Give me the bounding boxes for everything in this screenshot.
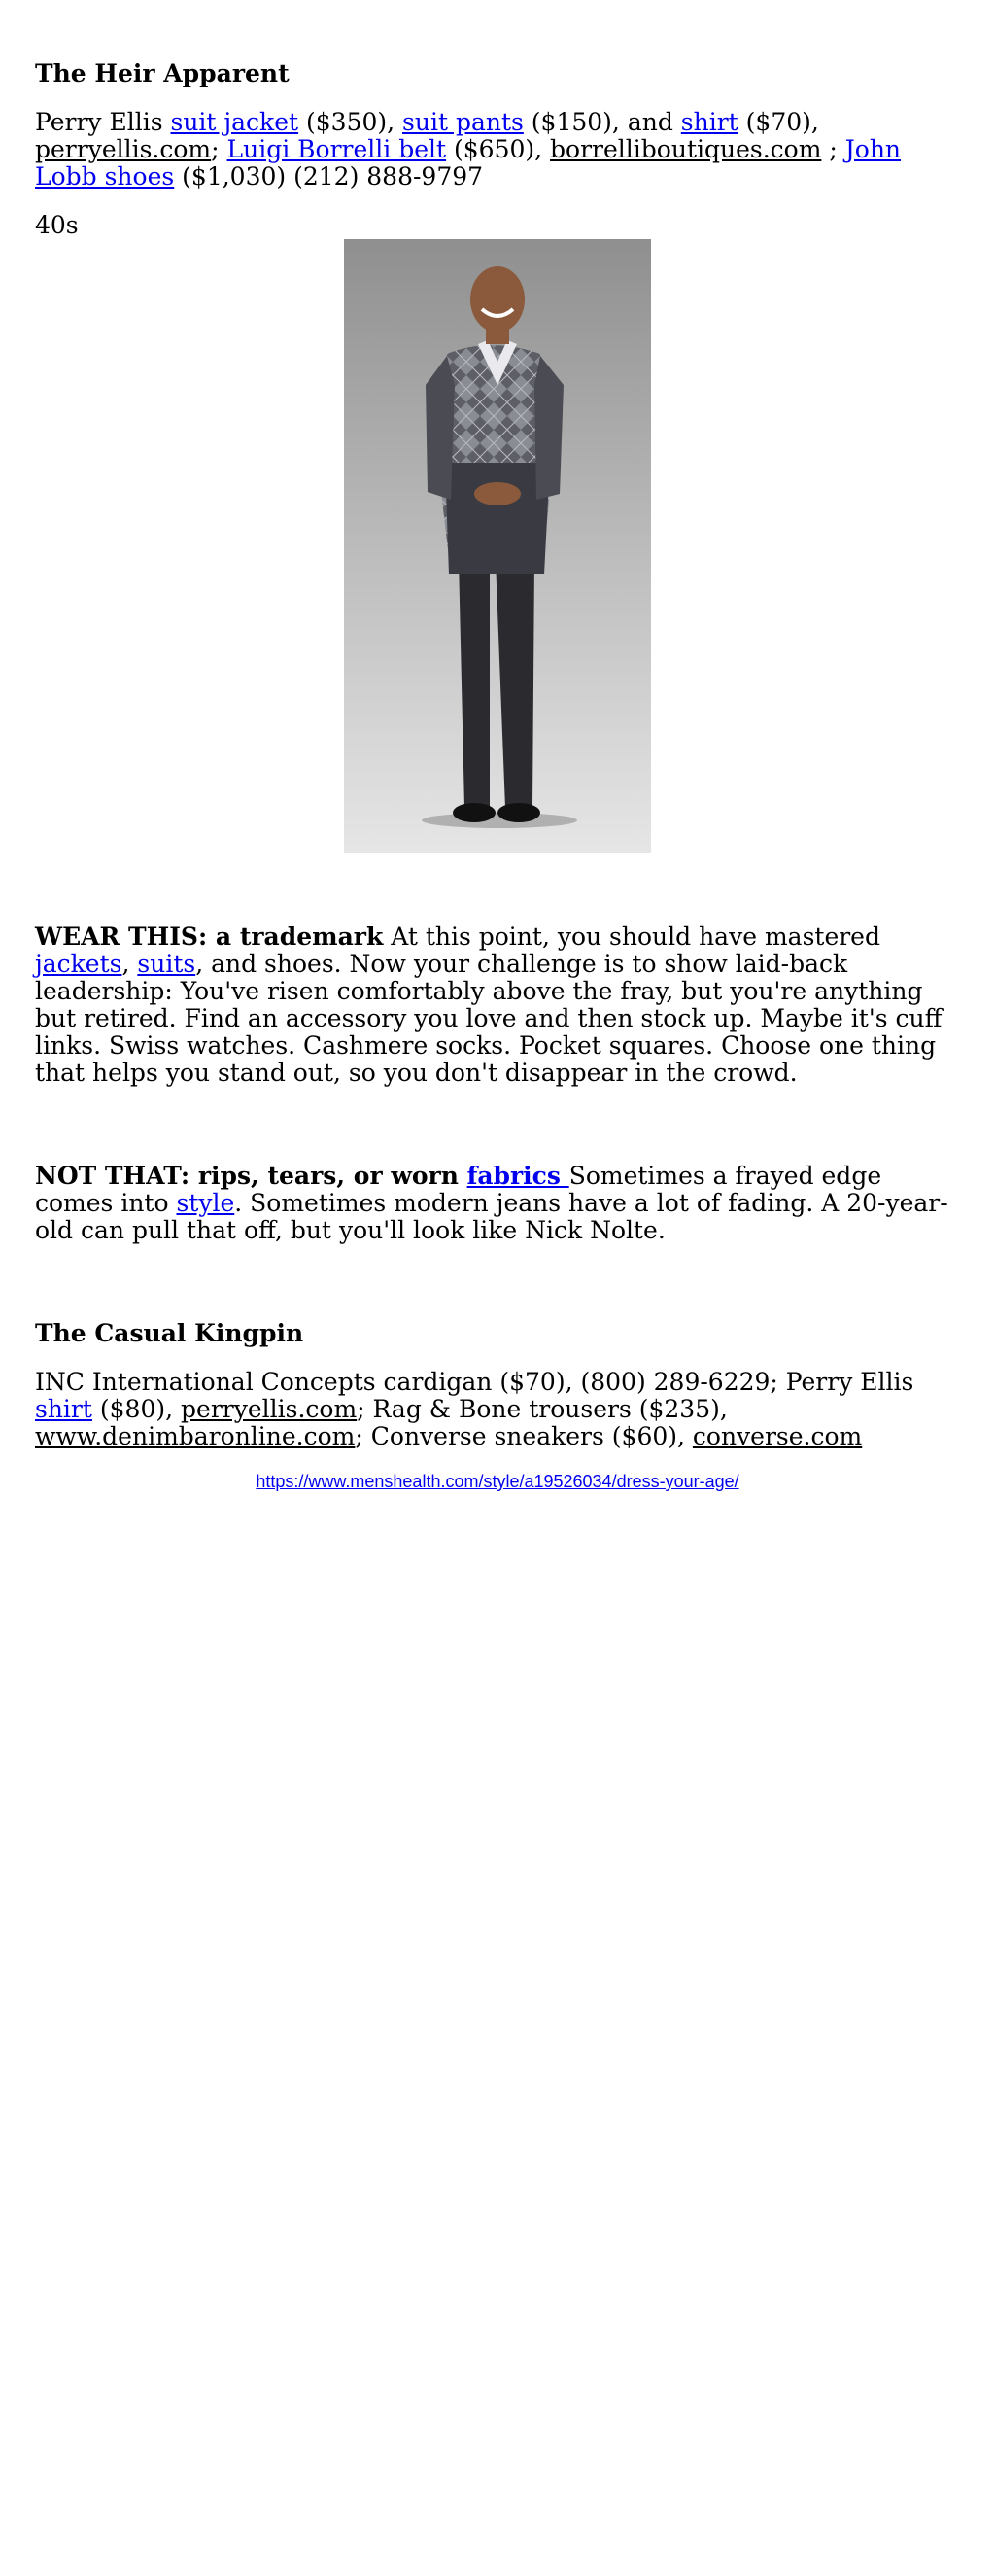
- denimbar-link[interactable]: www.denimbaronline.com: [35, 1422, 356, 1450]
- perryellis-link[interactable]: perryellis.com: [35, 135, 212, 163]
- wear-this-label: WEAR THIS: a trademark: [35, 922, 384, 951]
- man-in-cardigan-illustration: [344, 239, 651, 853]
- john-lobb-shoes-link[interactable]: John Lobb shoes: [35, 135, 902, 191]
- suit-pants-link[interactable]: suit pants: [402, 108, 524, 136]
- fabrics-link[interactable]: fabrics: [466, 1162, 569, 1190]
- shirt-link[interactable]: shirt: [680, 108, 738, 136]
- outfit-credits-2: INC International Concepts cardigan ($70), (800) 289-6229; Perry Ellis shirt ($80), perryellis.com; Rag & Bone trousers ($235), www.denimbaronline.com; Converse sneakers ($60), converse.com: [35, 1368, 914, 1450]
- source-url-link[interactable]: https://www.menshealth.com/style/a19526034/dress-your-age/: [256, 1472, 739, 1491]
- suit-jacket-link[interactable]: suit jacket: [170, 108, 299, 136]
- converse-link[interactable]: converse.com: [692, 1422, 863, 1450]
- source-footer: [35, 1472, 960, 1492]
- suits-link[interactable]: suits: [137, 950, 196, 978]
- style-link[interactable]: style: [176, 1189, 235, 1217]
- jackets-link[interactable]: jackets: [35, 950, 122, 978]
- borrelli-belt-link[interactable]: Luigi Borrelli belt: [226, 135, 447, 163]
- perryellis-link-2[interactable]: perryellis.com: [181, 1395, 358, 1423]
- shirt-link-2[interactable]: shirt: [35, 1395, 92, 1423]
- decade-label: 40s: [35, 211, 79, 239]
- section-heading-casual-kingpin: The Casual Kingpin: [35, 1319, 304, 1347]
- not-that-label: NOT THAT: rips, tears, or worn: [35, 1162, 467, 1190]
- not-that-paragraph: NOT THAT: rips, tears, or worn fabrics Sometimes a frayed edge comes into style. Sometimes modern jeans have a lot of fading. A 20-year-old can pull that off, but you'll look like Nick Nolte.: [35, 1162, 948, 1244]
- wear-this-paragraph: WEAR THIS: a trademark At this point, you should have mastered jackets, suits, and shoes. Now your challenge is to show laid-back leadership: You've risen comfortably above the fray, but you're anything but retired. Find an accessory you love and then stock up. Maybe it's cuff links. Swiss watches. Cashmere socks. Pocket squares. Choose one thing that helps you stand out, so you don't disappear in the crowd.: [35, 922, 943, 1087]
- section-heading-heir-apparent: The Heir Apparent: [35, 59, 290, 87]
- model-photo: [344, 239, 651, 853]
- borrelliboutiques-link[interactable]: borrelliboutiques.com: [550, 135, 822, 163]
- outfit-credits: Perry Ellis suit jacket ($350), suit pants ($150), and shirt ($70), perryellis.com; Luigi Borrelli belt ($650), borrelliboutiques.com ; John Lobb shoes ($1,030) (212) 888-9797: [35, 108, 902, 191]
